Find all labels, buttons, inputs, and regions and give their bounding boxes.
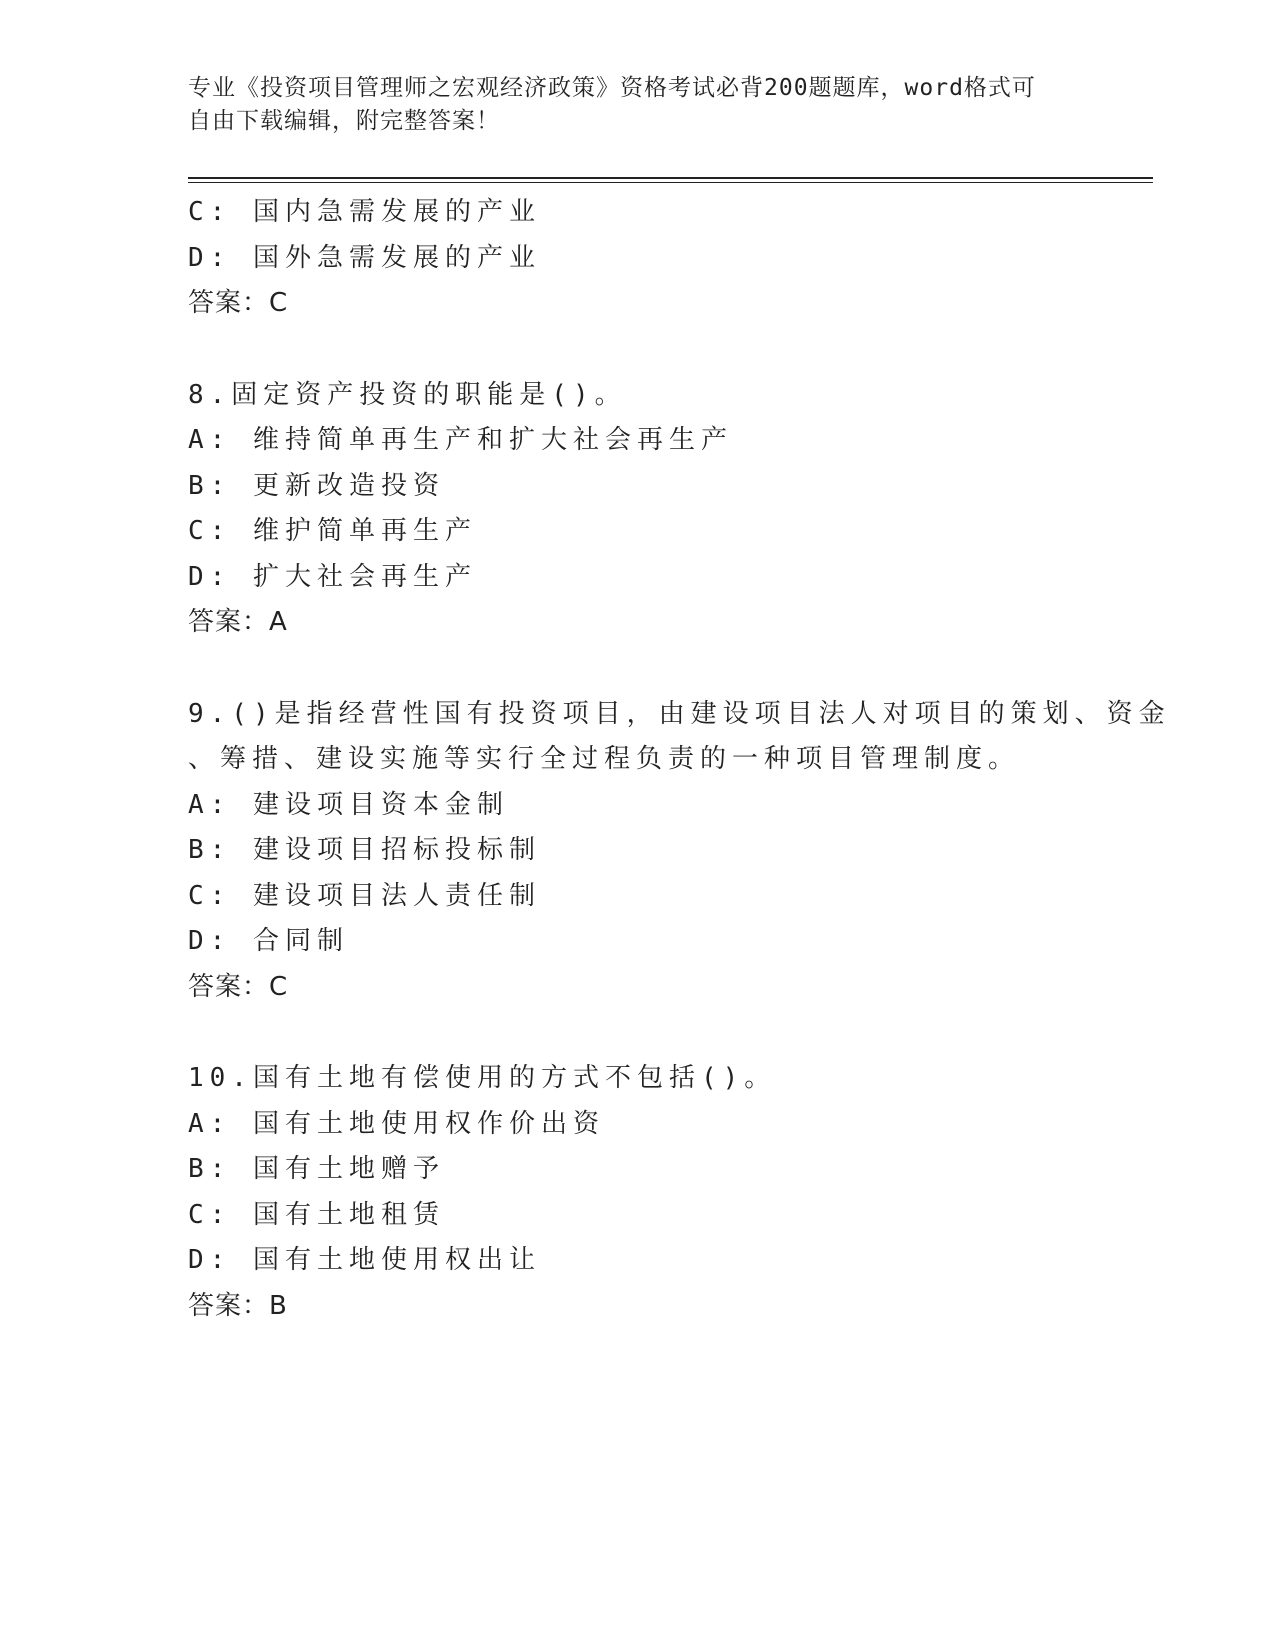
document-header — [188, 72, 1068, 138]
question-8-block — [188, 373, 1088, 646]
option-d: D: 国外急需发展的产业 — [188, 242, 541, 273]
question-stem-line-1: 9.()是指经营性国有投资项目，由建设项目法人对项目的策划、资金 — [188, 698, 1171, 729]
question-spacer — [188, 1010, 1088, 1056]
question-stem: 8.固定资产投资的职能是()。 — [188, 379, 627, 410]
question-stem-line-2: 、筹措、建设实施等实行全过程负责的一种项目管理制度。 — [188, 744, 1021, 774]
option-c: C: 维护简单再生产 — [188, 516, 477, 546]
header-title-line-1: 专业《投资项目管理师之宏观经济政策》资格考试必背200题题库，word格式可 — [188, 75, 1036, 101]
option-c: C: 国有土地租赁 — [188, 1199, 445, 1230]
question-10-block — [188, 1056, 1088, 1329]
question-9-block — [188, 692, 1171, 1011]
answer-line: 答案：A — [188, 607, 288, 637]
answer-line: 答案：C — [188, 288, 289, 318]
option-a: A: 国有土地使用权作价出资 — [188, 1108, 605, 1139]
option-a: A: 建设项目资本金制 — [188, 789, 509, 820]
question-list — [188, 190, 1171, 1329]
question-7-block — [188, 190, 1088, 327]
option-c: C: 国内急需发展的产业 — [188, 197, 541, 227]
option-d: D: 扩大社会再生产 — [188, 561, 477, 592]
header-title-line-2: 自由下载编辑，附完整答案！ — [188, 108, 500, 134]
question-spacer — [188, 646, 1088, 692]
option-d: D: 合同制 — [188, 926, 349, 956]
header-divider-thick — [188, 177, 1153, 179]
option-d: D: 国有土地使用权出让 — [188, 1245, 541, 1275]
question-stem: 10.国有土地有偿使用的方式不包括()。 — [188, 1063, 777, 1093]
answer-line: 答案：C — [188, 971, 289, 1002]
header-divider-thin — [188, 182, 1153, 183]
answer-line: 答案：B — [188, 1290, 288, 1321]
option-a: A: 维持简单再生产和扩大社会再生产 — [188, 425, 733, 455]
option-b: B: 国有土地赠予 — [188, 1154, 445, 1184]
question-spacer — [188, 327, 1088, 373]
option-b: B: 建设项目招标投标制 — [188, 835, 541, 865]
option-c: C: 建设项目法人责任制 — [188, 880, 541, 911]
option-b: B: 更新改造投资 — [188, 470, 445, 501]
